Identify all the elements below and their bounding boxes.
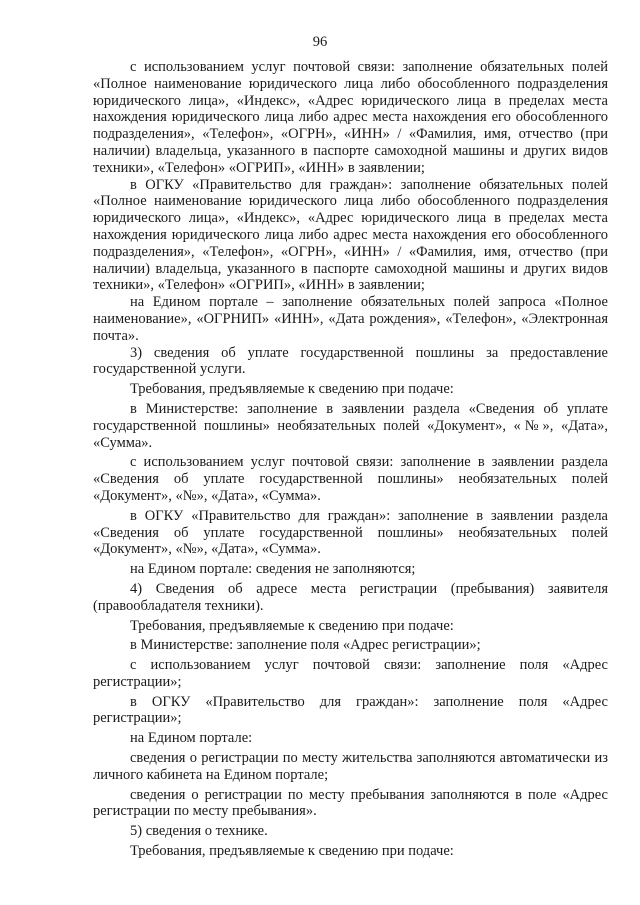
- paragraph-ogku-fee: в ОГКУ «Правительство для граждан»: заполнение в заявлении раздела «Сведения об уплате государственной пошлины» необязательных полей «Документ», «№», «Дата», «Сумма».: [93, 507, 608, 558]
- paragraph-portal-required-fields: на Едином портале – заполнение обязательных полей запроса «Полное наименование», «ОГРНИП» «ИНН», «Дата рождения», «Телефон», «Электронная почта».: [93, 294, 608, 344]
- paragraph-ministry-fee: в Министерстве: заполнение в заявлении раздела «Сведения об уплате государственной пошлины» необязательных полей «Документ», «№», «Дата», «Сумма».: [93, 400, 608, 451]
- document-body: [93, 59, 608, 860]
- paragraph-portal-address: на Едином портале:: [130, 730, 253, 747]
- paragraph-requirements: Требования, предъявляемые к сведению при подаче:: [130, 381, 454, 398]
- paragraph-residence-registration: сведения о регистрации по месту жительства заполняются автоматически из личного кабинета на Едином портале;: [93, 750, 608, 783]
- paragraph-ministry-address: в Министерстве: заполнение поля «Адрес регистрации»;: [130, 637, 481, 654]
- paragraph-ogku-required-fields: в ОГКУ «Правительство для граждан»: заполнение обязательных полей «Полное наименование юридического лица либо обособленного подразделения юридического лица», «Индекс», «Адрес юридического лица в пределах места нахождения юридического лица либо адрес места нахождения его обособленного подразделения», «Телефон», «ОГРН», «ИНН» / «Фамилия, имя, отчество (при наличии) владельца, указанного в паспорте самоходной машины и других видов техники», «Телефон» «ОГРИП», «ИНН» в заявлении;: [93, 176, 608, 294]
- paragraph-ogku-address: в ОГКУ «Правительство для граждан»: заполнение поля «Адрес регистрации»;: [93, 693, 608, 727]
- paragraph-postal-required-fields: с использованием услуг почтовой связи: заполнение обязательных полей «Полное наименование юридического лица либо обособленного подразделения юридического лица», «Индекс», «Адрес юридического лица в пределах места нахождения юридического лица либо адрес места нахождения его обособленного подразделения», «Телефон», «ОГРН», «ИНН» / «Фамилия, имя, отчество (при наличии) владельца, указанного в паспорте самоходной машины и других видов техники», «Телефон» «ОГРИП», «ИНН» в заявлении;: [93, 59, 608, 176]
- paragraph-requirements: Требования, предъявляемые к сведению при подаче:: [130, 617, 454, 634]
- paragraph-requirements: Требования, предъявляемые к сведению при подаче:: [130, 843, 454, 860]
- paragraph-portal-fee: на Едином портале: сведения не заполняются;: [130, 561, 416, 578]
- paragraph-stay-registration: сведения о регистрации по месту пребывания заполняются в поле «Адрес регистрации по месту пребывания».: [93, 786, 608, 820]
- item-5-vehicle-info: 5) сведения о технике.: [130, 823, 268, 840]
- paragraph-postal-address: с использованием услуг почтовой связи: заполнение поля «Адрес регистрации»;: [93, 657, 608, 690]
- paragraph-postal-fee: с использованием услуг почтовой связи: заполнение в заявлении раздела «Сведения об уплате государственной пошлины» необязательных полей «Документ», «№», «Дата», «Сумма».: [93, 454, 608, 504]
- item-4-registration-address: 4) Сведения об адресе места регистрации (пребывания) заявителя (правообладателя техники).: [93, 580, 608, 614]
- page-number: 96: [312, 34, 328, 50]
- item-3-state-fee: 3) сведения об уплате государственной пошлины за предоставление государственной услуги.: [93, 344, 608, 378]
